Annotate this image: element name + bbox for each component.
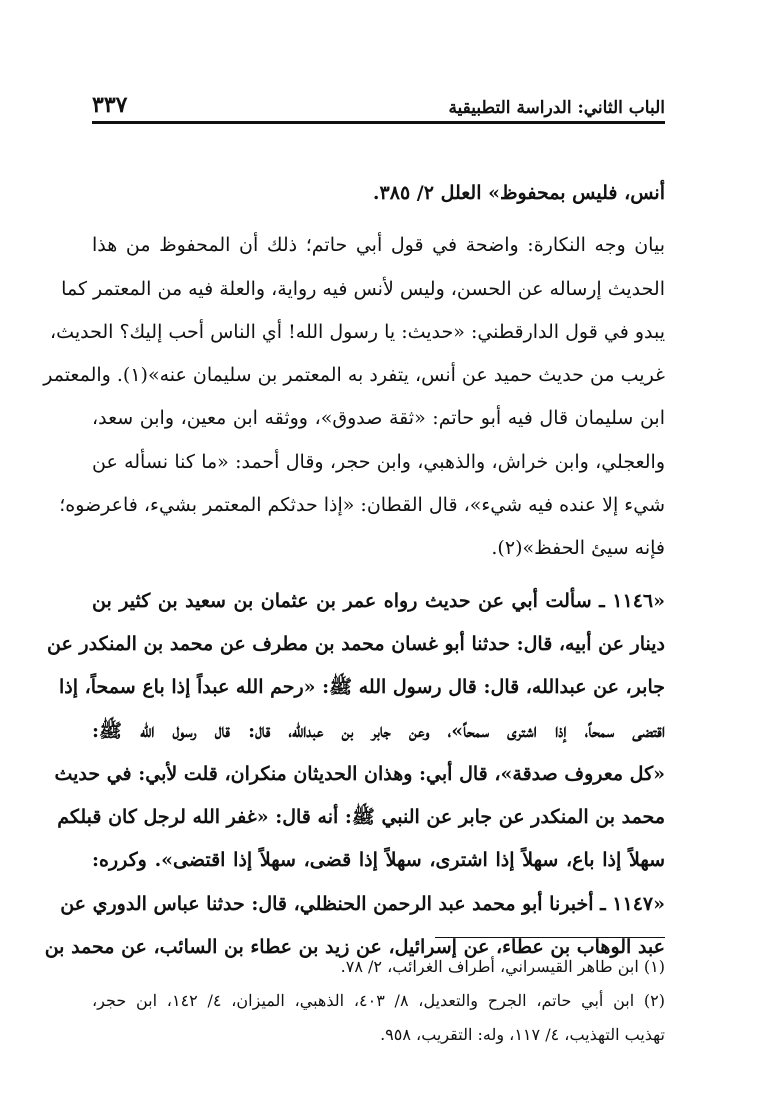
paragraph-line: ابن سليمان قال فيه أبو حاتم: «ثقة صدوق»، ووثقه ابن معين، وابن سعد، bbox=[92, 407, 665, 430]
paragraph-line: والعجلي، وابن خراش، والذهبي، وابن حجر، وقال أحمد: «ما كنا نسأله عن bbox=[92, 450, 665, 473]
footnote-separator bbox=[435, 937, 665, 938]
paragraph-line: غريب من حديث حميد عن أنس، يتفرد به المعتمر بن سليمان عنه»(١). والمعتمر bbox=[43, 364, 665, 387]
page-body bbox=[43, 172, 665, 969]
chapter-title: الباب الثاني: الدراسة التطبيقية bbox=[448, 98, 665, 118]
paragraph-line: يبدو في قول الدارقطني: «حديث: يا رسول الله! أي الناس أحب إليك؟ الحديث، bbox=[50, 320, 665, 343]
running-header bbox=[92, 88, 665, 118]
header-rule bbox=[92, 121, 665, 124]
paragraph-line: محمد بن المنكدر عن جابر عن النبي ﷺ: أنه قال: «غفر الله لرجل كان قبلكم bbox=[57, 806, 665, 829]
paragraph-line: سهلاً إذا باع، سهلاً إذا اشترى، سهلاً إذا قضى، سهلاً إذا اقتضى». وكرره: bbox=[92, 849, 665, 872]
paragraph-line: اقتضى سمحاً، إذا اشترى سمحاً»، وعن جابر بن عبدالله، قال: قال رسول الله ﷺ: bbox=[92, 719, 665, 742]
paragraph-line: «١١٤٦ ـ سألت أبي عن حديث رواه عمر بن عثمان بن سعيد بن كثير بن bbox=[92, 589, 665, 612]
footnotes bbox=[92, 950, 665, 1052]
paragraph-line: عبد الوهاب بن عطاء، عن إسرائيل، عن زيد بن عطاء بن السائب، عن محمد بن bbox=[44, 936, 665, 959]
footnote-1: (١) ابن طاهر القيسراني، أطراف الغرائب، ٢/ ٧٨. bbox=[340, 957, 665, 976]
footnote-2: (٢) ابن أبي حاتم، الجرح والتعديل، ٨/ ٤٠٣، الذهبي، الميزان، ٤/ ١٤٢، ابن حجر، bbox=[92, 991, 666, 1010]
paragraph-line: «١١٤٧ ـ أخبرنا أبو محمد عبد الرحمن الحنظلي، قال: حدثنا عباس الدوري عن bbox=[60, 892, 665, 915]
page-number: ٣٣٧ bbox=[92, 92, 128, 118]
paragraph-line: شيء إلا عنده فيه شيء»، قال القطان: «إذا حدثكم المعتمر بشيء، فاعرضوه؛ bbox=[59, 494, 665, 517]
paragraph-line: أنس، فليس بمحفوظ» العلل ٢/ ٣٨٥. bbox=[372, 182, 665, 204]
footnote-2-continuation: تهذيب التهذيب، ٤/ ١١٧، وله: التقريب، ٩٥٨. bbox=[380, 1025, 665, 1044]
paragraph-line: «كل معروف صدقة»، قال أبي: وهذان الحديثان منكران، قلت لأبي: في حديث bbox=[54, 762, 665, 785]
paragraph-line: دينار عن أبيه، قال: حدثنا أبو غسان محمد بن مطرف عن محمد بن المنكدر عن bbox=[47, 632, 665, 655]
paragraph-line: فإنه سيئ الحفظ»(٢). bbox=[491, 537, 665, 560]
paragraph-line: بيان وجه النكارة: واضحة في قول أبي حاتم؛ ذلك أن المحفوظ من هذا bbox=[92, 234, 665, 257]
paragraph-line: الحديث إرساله عن الحسن، وليس لأنس فيه رواية، والعلة فيه من المعتمر كما bbox=[61, 277, 665, 300]
paragraph-line: جابر، عن عبدالله، قال: قال رسول الله ﷺ: «رحم الله عبداً إذا باع سمحاً، إذا bbox=[58, 676, 665, 699]
